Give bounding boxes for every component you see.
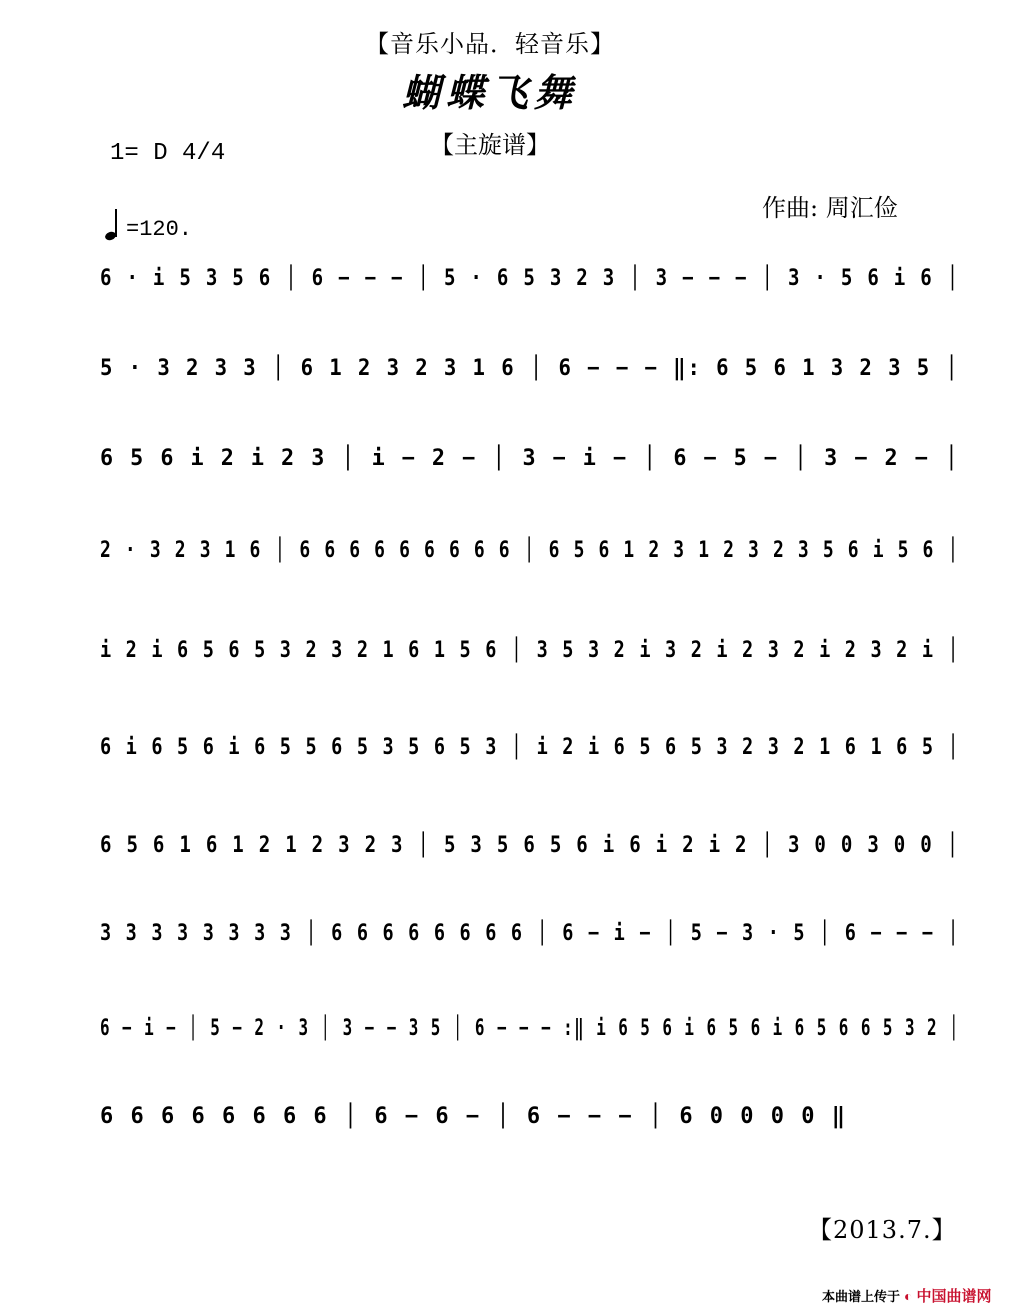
composer-credit: 作曲: 周汇俭	[762, 194, 898, 222]
score-line-text: 6 i 6 5 6 i 6 5 5 6 5 3 5 6 5 3 │ i 2 i 6 5 6 5 3 2 3 2 1 6 1 6 5 │	[100, 735, 961, 760]
score-line-2	[100, 356, 960, 396]
score-line-text: 6 − i − │ 5 − 2 · 3 │ 3 − − 3 5 │ 6 − − − :‖ i 6 5 6 i 6 5 6 i 6 5 6 6 5 3 2 │	[100, 1016, 961, 1041]
tempo-marking	[104, 208, 192, 242]
score-line-text: 6 5 6 i 2 i 2 3 │ i − 2 − │ 3 − i − │ 6 − 5 − │ 3 − 2 − │	[100, 446, 960, 471]
quarter-note-icon	[104, 208, 124, 242]
score-line-6	[100, 735, 960, 775]
key-signature: 1= D 4/4	[110, 140, 226, 167]
score-line-9	[100, 1016, 960, 1056]
score-line-3	[100, 446, 960, 486]
score-line-1	[100, 266, 960, 306]
score-line-text: 6 · i 5 3 5 6 │ 6 − − − │ 5 · 6 5 3 2 3 │ 3 − − − │ 3 · 5 6 i 6 │	[100, 266, 960, 291]
song-title: 蝴蝶飞舞	[401, 70, 578, 115]
upload-text: 本曲谱上传于	[822, 1289, 901, 1304]
category-label: 【音乐小品．轻音乐】	[365, 30, 615, 58]
score-line-text: 2 · 3 2 3 1 6 │ 6 6 6 6 6 6 6 6 6 │ 6 5 6 1 2 3 1 2 3 2 3 5 6 i 5 6 │	[100, 538, 960, 563]
upload-credit	[822, 1285, 992, 1306]
score-subtitle: 【主旋谱】	[430, 131, 550, 159]
site-logo-icon: ◐	[904, 1287, 913, 1304]
score-line-text: 6 5 6 1 6 1 2 1 2 3 2 3 │ 5 3 5 6 5 6 i 6 i 2 i 2 │ 3 0 0 3 0 0 │	[100, 833, 960, 858]
score-line-10	[100, 1104, 960, 1144]
score-line-4	[100, 538, 960, 578]
tempo-value: =120.	[126, 217, 193, 242]
score-line-text: 3 3 3 3 3 3 3 3 │ 6 6 6 6 6 6 6 6 │ 6 − i − │ 5 − 3 · 5 │ 6 − − − │	[100, 921, 961, 946]
composition-date: 【2013.7.】	[808, 1216, 957, 1244]
score-line-text: i 2 i 6 5 6 5 3 2 3 2 1 6 1 5 6 │ 3 5 3 2 i 3 2 i 2 3 2 i 2 3 2 i │	[100, 638, 961, 663]
score-line-5	[100, 638, 960, 678]
score-line-7	[100, 833, 960, 873]
score-line-8	[100, 921, 960, 961]
site-name: 中国曲谱网	[916, 1288, 992, 1305]
score-line-text: 6 6 6 6 6 6 6 6 │ 6 − 6 − │ 6 − − − │ 6 0 0 0 0 ‖	[100, 1104, 848, 1129]
score-line-text: 5 · 3 2 3 3 │ 6 1 2 3 2 3 1 6 │ 6 − − − ‖: 6 5 6 1 3 2 3 5 │	[100, 356, 960, 381]
